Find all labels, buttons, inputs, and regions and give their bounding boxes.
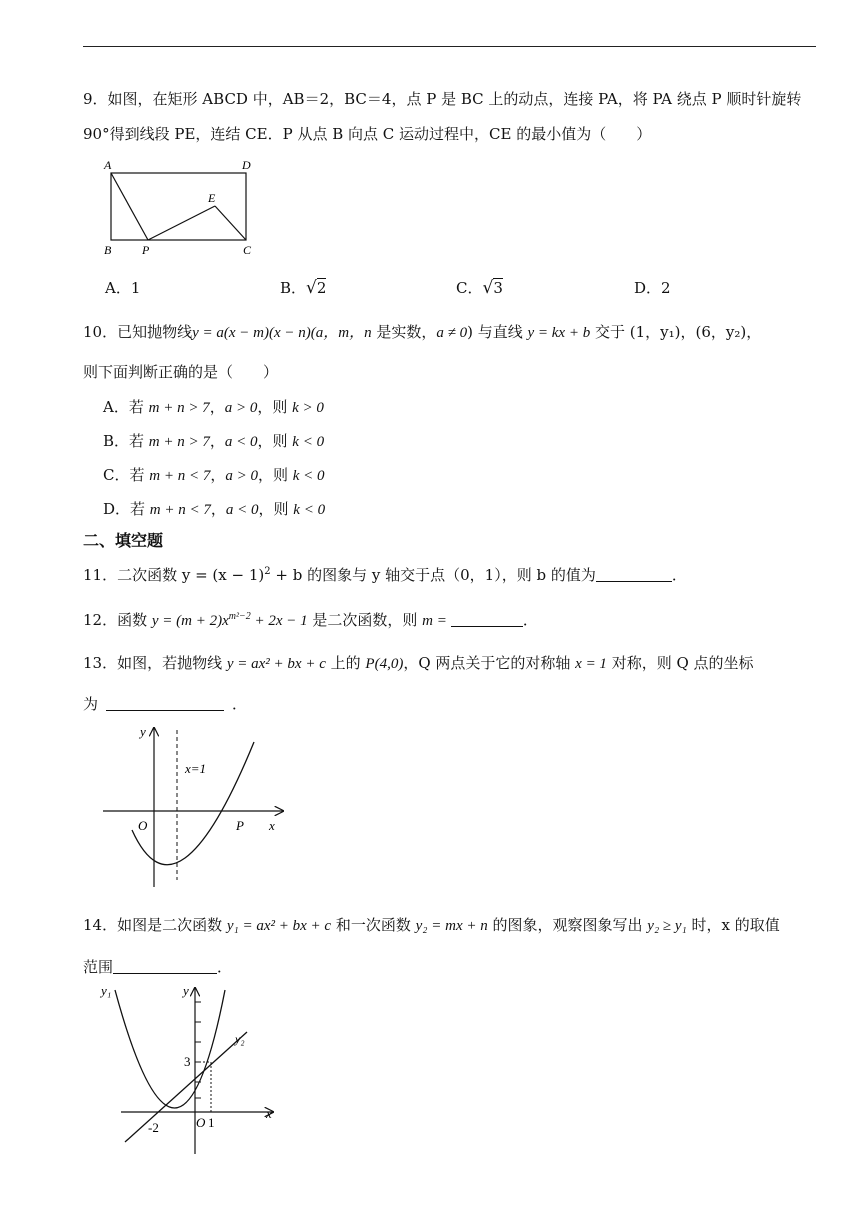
q9-figure [100, 155, 265, 260]
q13-mid: 上的 [325, 654, 366, 672]
sqrt-icon: √ [306, 278, 317, 298]
q11-suffix: + b 的图象与 y 轴交于点（0，1），则 b 的值为 [270, 566, 596, 584]
q14-suffix: 的图象，观察图象写出 [487, 916, 648, 934]
q9-label-c: C [243, 243, 252, 257]
q13-mid2: ，Q 两点关于它的对称轴 [403, 654, 576, 672]
q14-f1: y₁ = ax² + bx + c [226, 918, 332, 934]
option-cond2: a < 0 [225, 502, 259, 518]
q9-option-b-prefix: B． [280, 279, 307, 297]
option-cond2: a < 0 [224, 434, 258, 450]
q11-exp: 2 [264, 566, 271, 577]
q12-prefix: 12．函数 [83, 611, 152, 629]
option-then: ，则 [257, 466, 293, 484]
q14-label-x: x [266, 1106, 272, 1121]
q13-label-axis: x=1 [185, 761, 207, 776]
q12-suffix: 是二次函数，则 [307, 611, 423, 629]
q9-option-b [280, 278, 326, 298]
q9-label-b: B [104, 243, 112, 257]
option-label: D．若 [103, 500, 150, 518]
q14-ineq: y₂ ≥ y₁ [647, 918, 687, 934]
q10-mid2: ) 与直线 [467, 323, 528, 341]
q13-point: P(4,0) [365, 656, 404, 672]
q9-option-a [105, 278, 140, 298]
q13-label-p: P [236, 818, 244, 833]
q13-line1 [83, 653, 754, 674]
option-sep: ， [210, 500, 226, 518]
q9-line1: 9．如图，在矩形 ABCD 中，AB＝2，BC＝4，点 P 是 BC 上的动点，连接 PA，将 PA 绕点 P 顺时针旋转 [83, 90, 802, 108]
option-sep: ， [209, 432, 225, 450]
q14-label-y2: y₂ [235, 1032, 245, 1046]
q10-option-b [103, 431, 324, 452]
option-concl: k < 0 [292, 434, 325, 450]
q13-label-x: x [269, 818, 275, 833]
q11-end: ． [671, 566, 687, 584]
q13-line2-text: 为 [83, 695, 99, 713]
q10-cond: a ≠ 0 [436, 325, 468, 341]
q13-formula: y = ax² + bx + c [226, 656, 326, 672]
option-then: ，则 [257, 432, 293, 450]
q10-line1 [83, 322, 761, 343]
q14-label-neg2: -2 [148, 1120, 159, 1135]
q9-option-a-prefix: A． [105, 279, 131, 297]
q10-line-eq: y = kx + b [527, 325, 591, 341]
q11-line [83, 562, 687, 585]
option-cond1: m + n > 7 [148, 400, 210, 416]
option-cond1: m + n < 7 [149, 502, 211, 518]
q14-mid: 和一次函数 [331, 916, 416, 934]
q14-label-y1: y₁ [101, 983, 112, 998]
q13-line2 [83, 694, 247, 714]
q10-mid: 是实数， [371, 323, 437, 341]
q12-formula: y = (m + 2)x [151, 613, 229, 629]
q10-num: 10．已知抛物线 [83, 323, 193, 341]
q9-option-c [456, 278, 503, 298]
q10-line2: 则下面判断正确的是（ ） [83, 363, 279, 381]
q14-suffix2: 时，x 的取值 [686, 916, 780, 934]
option-label: C．若 [103, 466, 150, 484]
option-concl: k < 0 [292, 468, 325, 484]
q14-figure [95, 980, 285, 1160]
q14-label-1: 1 [208, 1115, 215, 1130]
q14-prefix: 14．如图是二次函数 [83, 916, 227, 934]
q9-option-d [634, 278, 671, 298]
q13-label-o: O [138, 818, 148, 833]
header-rule [83, 46, 816, 47]
q9-option-d-value: 2 [661, 279, 671, 297]
q10-option-d [103, 499, 325, 520]
option-sep: ， [210, 466, 226, 484]
q12-formula-tail: + 2x − 1 [250, 613, 308, 629]
q10-option-a [103, 397, 324, 418]
sqrt-icon: √ [482, 278, 494, 298]
q13-label-y: y [140, 724, 146, 739]
q13-answer-blank[interactable] [106, 694, 224, 711]
option-concl: k > 0 [292, 400, 324, 416]
q14-line2 [83, 957, 232, 977]
q13-end: ． [232, 695, 248, 713]
q9-option-a-value: 1 [130, 279, 141, 297]
q9-label-e: E [208, 191, 216, 205]
q9-line2: 90°得到线段 PE，连结 CE．P 从点 B 向点 C 运动过程中，CE 的最小值为（ ） [83, 125, 652, 143]
q9-option-c-value: 3 [493, 279, 503, 297]
section-title: 二、填空题 [83, 531, 164, 550]
q14-label-y: y [183, 983, 189, 998]
q12-end: ． [522, 611, 538, 629]
q9-option-d-prefix: D． [634, 279, 662, 297]
option-cond2: a > 0 [224, 400, 258, 416]
q13-prefix: 13．如图，若抛物线 [83, 654, 227, 672]
q9-option-b-value: 2 [316, 279, 327, 297]
q13-figure [100, 720, 290, 890]
q14-answer-blank[interactable] [113, 957, 217, 974]
q10-formula: y = a(x − m)(x − n)(a，m，n [192, 325, 372, 341]
q12-var: m = [422, 613, 447, 629]
option-label: A．若 [103, 398, 149, 416]
q14-f2: y₂ = mx + n [415, 918, 488, 934]
q11-prefix: 11．二次函数 y = (x − 1) [83, 566, 265, 584]
q13-axis: x = 1 [575, 656, 607, 672]
q12-answer-blank[interactable] [451, 610, 523, 627]
q9-option-c-prefix: C． [456, 279, 483, 297]
option-then: ，则 [258, 500, 294, 518]
q14-label-3: 3 [184, 1054, 191, 1069]
q12-exp: m²−2 [228, 611, 251, 622]
q10-option-c [103, 465, 325, 486]
q12-line [83, 607, 538, 631]
option-concl: k < 0 [293, 502, 326, 518]
option-then: ，则 [257, 398, 293, 416]
q9-label-d: D [242, 158, 251, 172]
option-cond1: m + n > 7 [148, 434, 210, 450]
option-cond2: a > 0 [225, 468, 258, 484]
q11-answer-blank[interactable] [596, 565, 672, 582]
option-cond1: m + n < 7 [149, 468, 211, 484]
q13-suffix: 对称，则 Q 点的坐标 [606, 654, 754, 672]
q9-label-a: A [104, 158, 112, 172]
q14-label-o: O [196, 1115, 206, 1130]
q14-line2-text: 范围 [83, 958, 114, 976]
q9-label-p: P [142, 243, 150, 257]
option-sep: ， [209, 398, 225, 416]
q10-tail: 交于 (1，y₁)，(6，y₂)， [590, 323, 762, 341]
q14-line1 [83, 915, 780, 936]
option-label: B．若 [103, 432, 149, 450]
q14-end: ． [217, 958, 233, 976]
